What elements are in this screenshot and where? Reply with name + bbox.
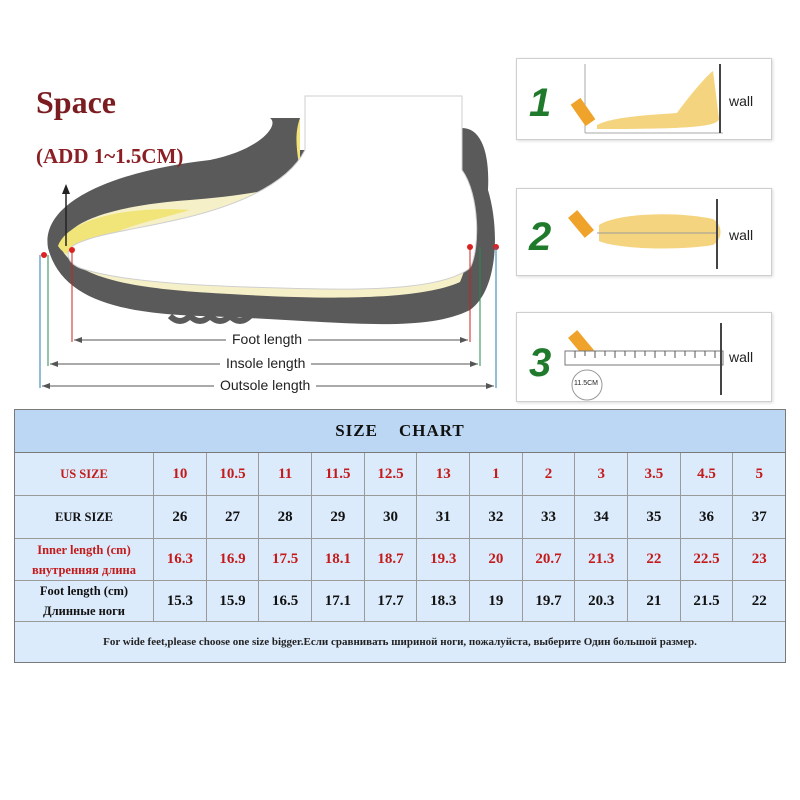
table-cell: 19: [470, 581, 523, 621]
table-cell: 31: [417, 496, 470, 538]
foot-length-label: Foot length: [226, 331, 308, 347]
row-label-text-ru: внутренняя длина: [31, 562, 137, 577]
row-label-text-ru: Длинные ноги: [43, 604, 125, 618]
row-label-eur-size: [15, 496, 154, 538]
table-cell: 19.7: [523, 581, 576, 621]
outsole-length-label: Outsole length: [214, 377, 316, 393]
table-cell: 21.5: [681, 581, 734, 621]
table-cell: 28: [259, 496, 312, 538]
table-cell: 18.1: [312, 539, 365, 580]
row-label-text: EUR SIZE: [54, 510, 113, 524]
step-panel-3: [516, 312, 772, 402]
table-cell: 17.7: [365, 581, 418, 621]
table-cell: 26: [154, 496, 207, 538]
space-title: Space: [36, 84, 116, 120]
table-cell: 37: [751, 508, 767, 525]
table-cell: 16.5: [259, 581, 312, 621]
wall-label-3: wall: [729, 349, 754, 365]
table-cell: 17.1: [312, 581, 365, 621]
row-label-text: Foot length (cm): [39, 584, 129, 598]
step-panel-2: [516, 188, 772, 276]
space-subtitle: (ADD 1~1.5CM): [36, 144, 184, 168]
table-cell: 4.5: [681, 453, 734, 495]
table-cell: 16.3: [154, 539, 207, 580]
table-cell: 18.7: [365, 539, 418, 580]
wall-label-1: wall: [729, 93, 754, 109]
table-cell: 30: [365, 496, 418, 538]
table-cell: 35: [628, 496, 681, 538]
table-cell: 21.3: [575, 539, 628, 580]
table-cell: 10: [154, 453, 207, 495]
table-row-foot-length: [15, 581, 785, 622]
table-cell: 22: [628, 539, 681, 580]
row-label-text: US SIZE: [60, 467, 108, 481]
step-number-3: 3: [529, 341, 552, 385]
table-cell: 21: [628, 581, 681, 621]
table-cell: 12.5: [365, 453, 418, 495]
toe-marker: [41, 252, 47, 258]
size-chart-footnote: For wide feet,please choose one size bigger.Если сравнивать шириной ноги, пожалуйста, выберите Один большой размер.: [103, 636, 697, 648]
table-cell: 29: [312, 496, 365, 538]
table-cell: 36: [681, 496, 734, 538]
row-label-inner-length: [15, 539, 154, 580]
table-cell: 20.7: [523, 539, 576, 580]
table-cell: 16.9: [207, 539, 260, 580]
table-cell: 11.5: [312, 453, 365, 495]
table-row-eur-size: [15, 496, 785, 539]
step-number-2: 2: [529, 215, 552, 259]
table-cell: 5: [755, 465, 763, 482]
table-cell: 15.3: [154, 581, 207, 621]
size-chart-table: [14, 409, 786, 663]
table-cell: 3: [575, 453, 628, 495]
row-label-us-size: [15, 453, 154, 495]
table-row-inner-length: [15, 539, 785, 581]
table-cell: 23: [751, 551, 767, 567]
table-cell: 3.5: [628, 453, 681, 495]
table-cell: 18.3: [417, 581, 470, 621]
table-cell: 27: [207, 496, 260, 538]
step-number-1: 1: [529, 81, 552, 125]
table-cell: 34: [575, 496, 628, 538]
table-cell: 2: [523, 453, 576, 495]
table-cell: 33: [523, 496, 576, 538]
table-cell: 17.5: [259, 539, 312, 580]
table-cell: 10.5: [207, 453, 260, 495]
insole-length-label: Insole length: [220, 355, 311, 371]
step-panel-1: [516, 58, 772, 140]
table-cell: 32: [470, 496, 523, 538]
size-chart-title: SIZE CHART: [15, 410, 785, 453]
row-label-foot-length: [15, 581, 154, 621]
table-cell: 15.9: [207, 581, 260, 621]
row-label-text: Inner length (cm): [37, 542, 131, 557]
table-row-us-size: [15, 453, 785, 496]
table-cell: 20.3: [575, 581, 628, 621]
table-cell: 20: [470, 539, 523, 580]
ruler-badge: 11.5CM: [574, 380, 598, 387]
wall-label-2: wall: [729, 227, 754, 243]
table-cell: 13: [417, 453, 470, 495]
table-cell: 19.3: [417, 539, 470, 580]
table-cell: 1: [470, 453, 523, 495]
table-cell: 22: [751, 592, 767, 609]
table-cell: 11: [259, 453, 312, 495]
table-cell: 22.5: [681, 539, 734, 580]
